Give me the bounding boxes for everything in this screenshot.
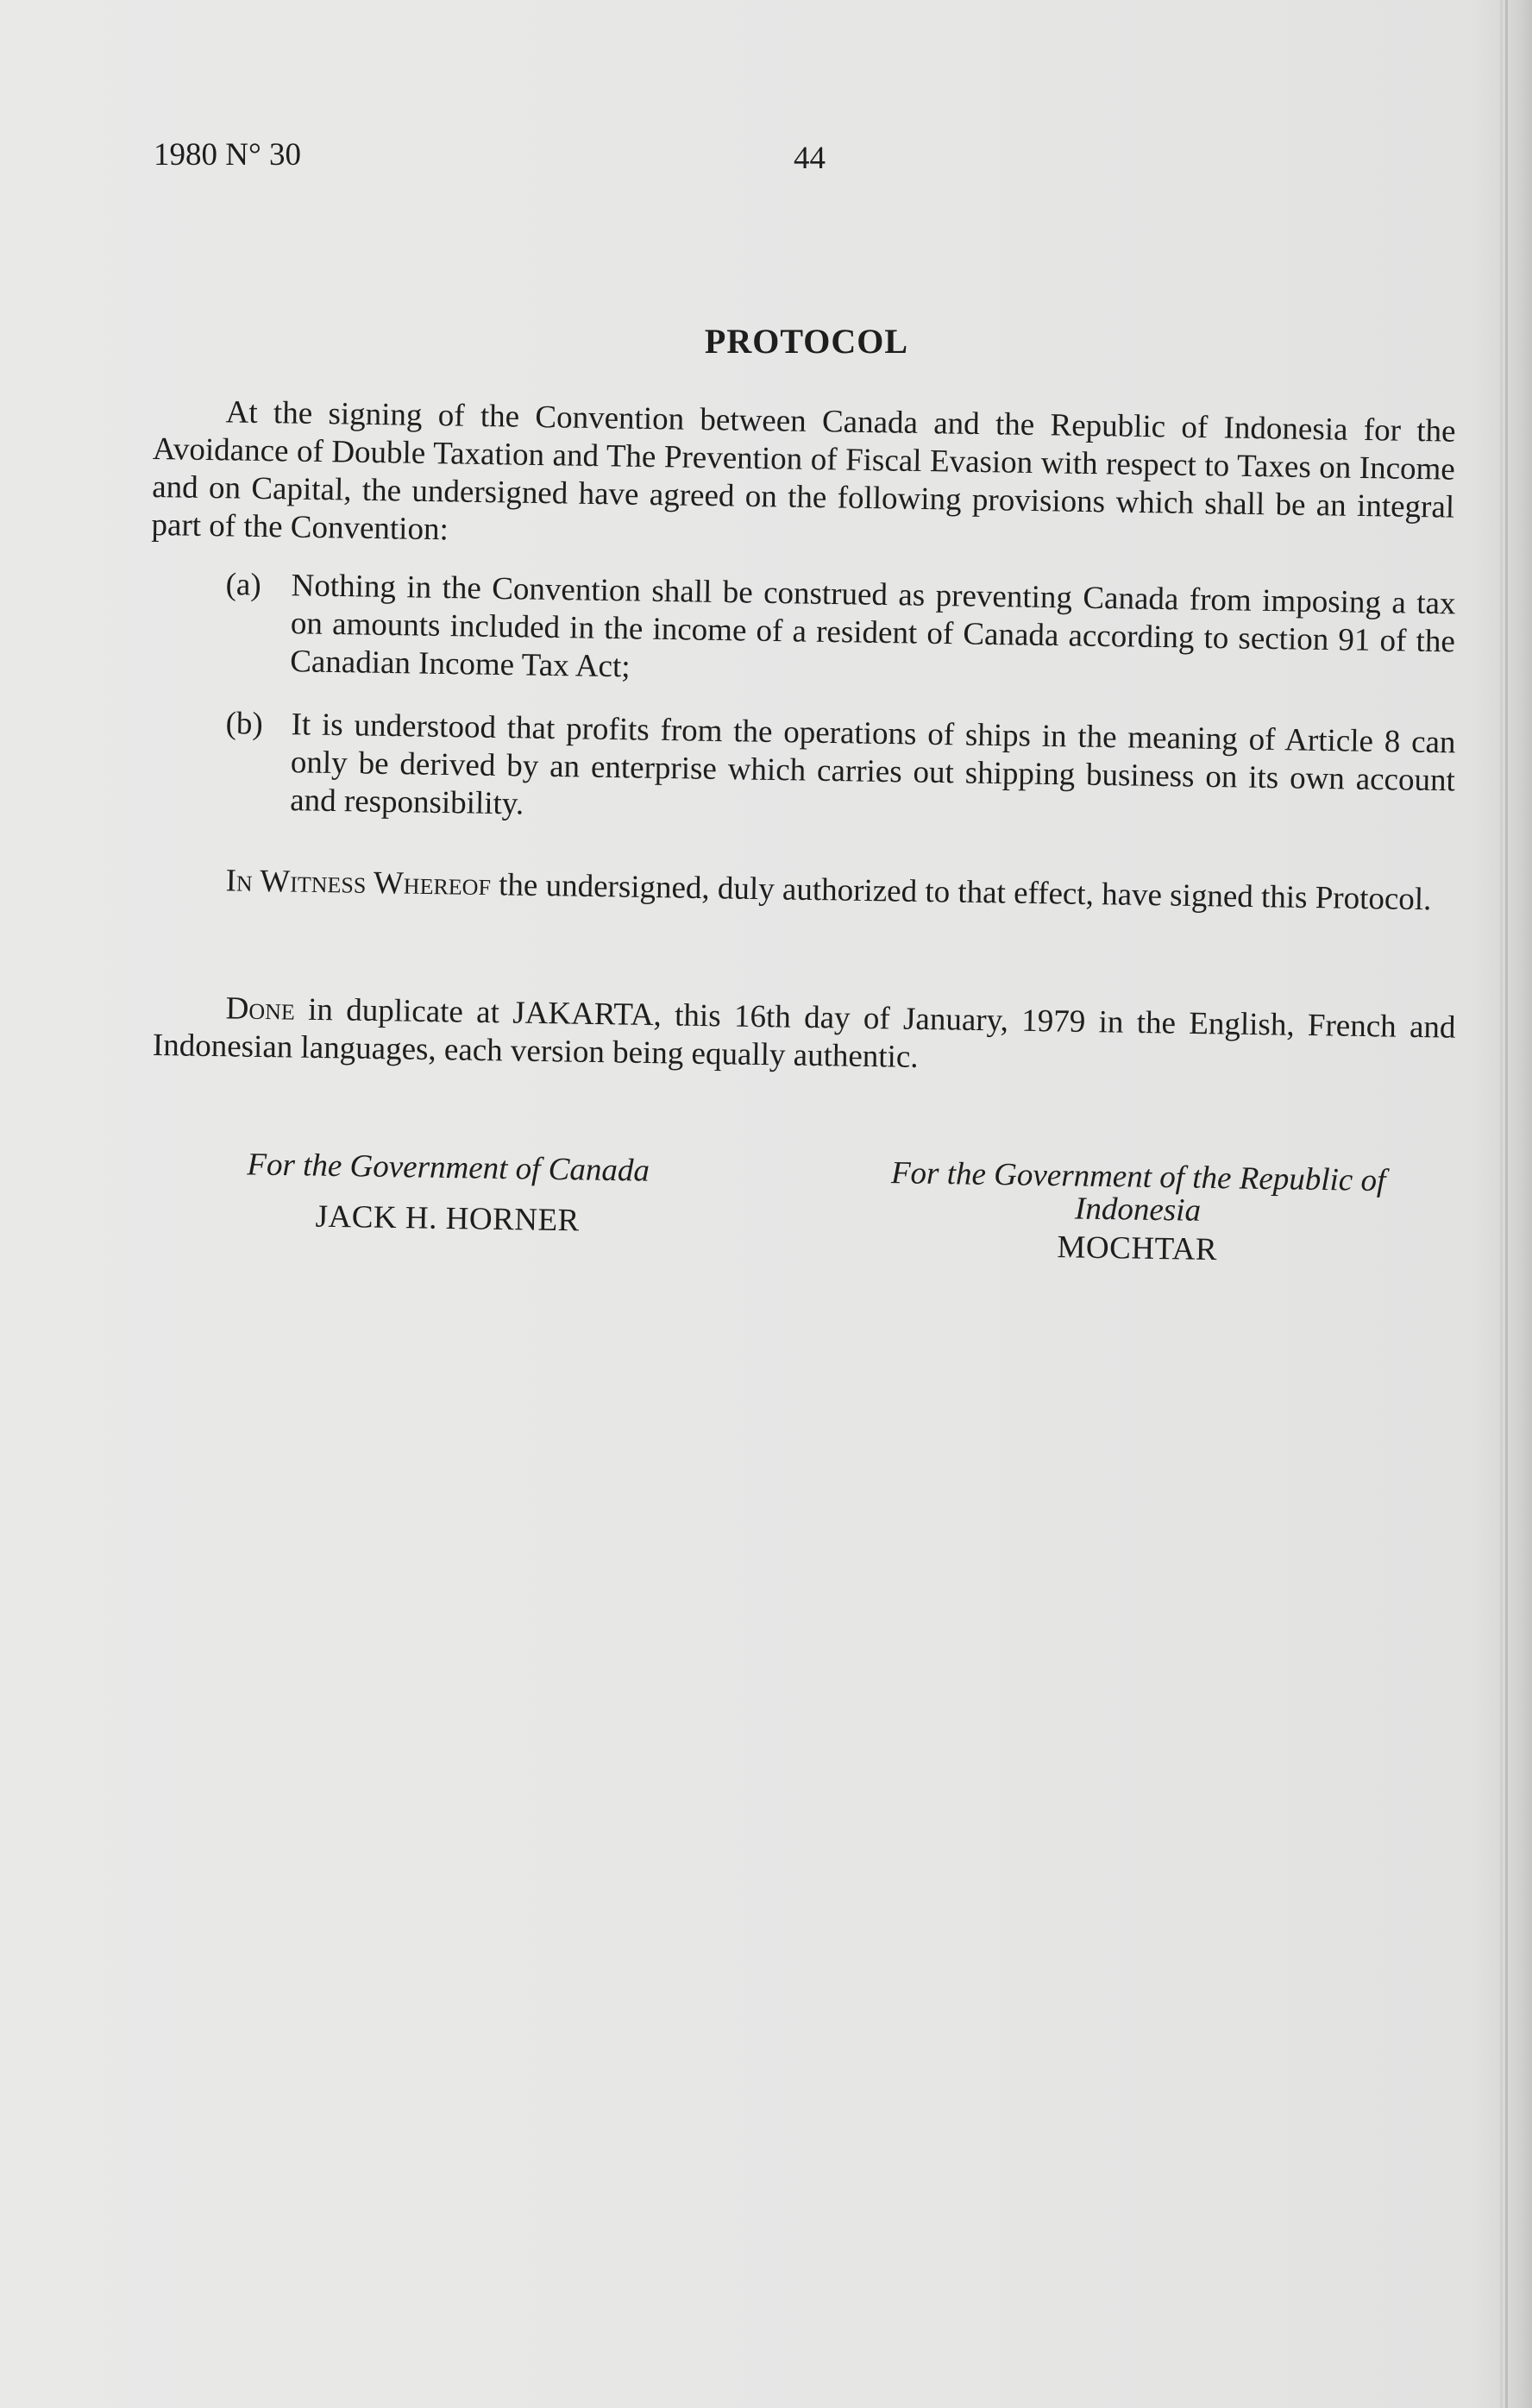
list-item-marker: (b) xyxy=(225,705,264,742)
witness-paragraph xyxy=(153,861,1456,920)
page-number: 44 xyxy=(794,141,826,176)
intro-paragraph: At the signing of the Convention between Canada and the Republic of Indonesia for the Avoidance of Double Taxation and The Prevention of Fiscal Evasion with respect to Taxes on Income and on Capital, the undersigned have agreed on the following provisions which shall be an integral part of the Convention: xyxy=(151,394,1456,548)
done-lead: Done xyxy=(225,990,296,1028)
signatory-name: MOCHTAR xyxy=(1057,1229,1218,1268)
witness-text: the undersigned, duly authorized to that effect, have signed this Protocol. xyxy=(490,867,1432,918)
list-item xyxy=(224,705,1456,838)
witness-lead: In Witness Whereof xyxy=(225,863,492,903)
signatory-name: JACK H. HORNER xyxy=(315,1198,581,1239)
statute-reference: 1980 N° 30 xyxy=(154,137,302,173)
list-item-text: It is understood that profits from the operations of ships in the meaning of Article 8 can only be derived by an enterprise which carries out shipping business on its own account and responsibility. xyxy=(289,707,1456,822)
signature-for-label: For the Government of Canada xyxy=(247,1147,650,1189)
done-paragraph xyxy=(153,989,1456,1085)
list-item-marker: (a) xyxy=(225,566,262,603)
done-text: in duplicate at JAKARTA, this 16th day of January, 1979 in the English, French and Indonesian languages, each version being equally authentic. xyxy=(152,991,1456,1075)
signature-for-label: For the Government of the Republic of Indonesia xyxy=(890,1155,1386,1229)
signature-block-indonesia xyxy=(826,1156,1449,1272)
list-item-text: Nothing in the Convention shall be construed as preventing Canada from imposing a tax on amounts included in the income of a resident of Canada according to section 91 of the Canadian Income Tax Act; xyxy=(289,568,1456,685)
signature-block-canada xyxy=(171,1147,724,1242)
document-title: PROTOCOL xyxy=(704,322,909,361)
list-item xyxy=(224,566,1456,699)
